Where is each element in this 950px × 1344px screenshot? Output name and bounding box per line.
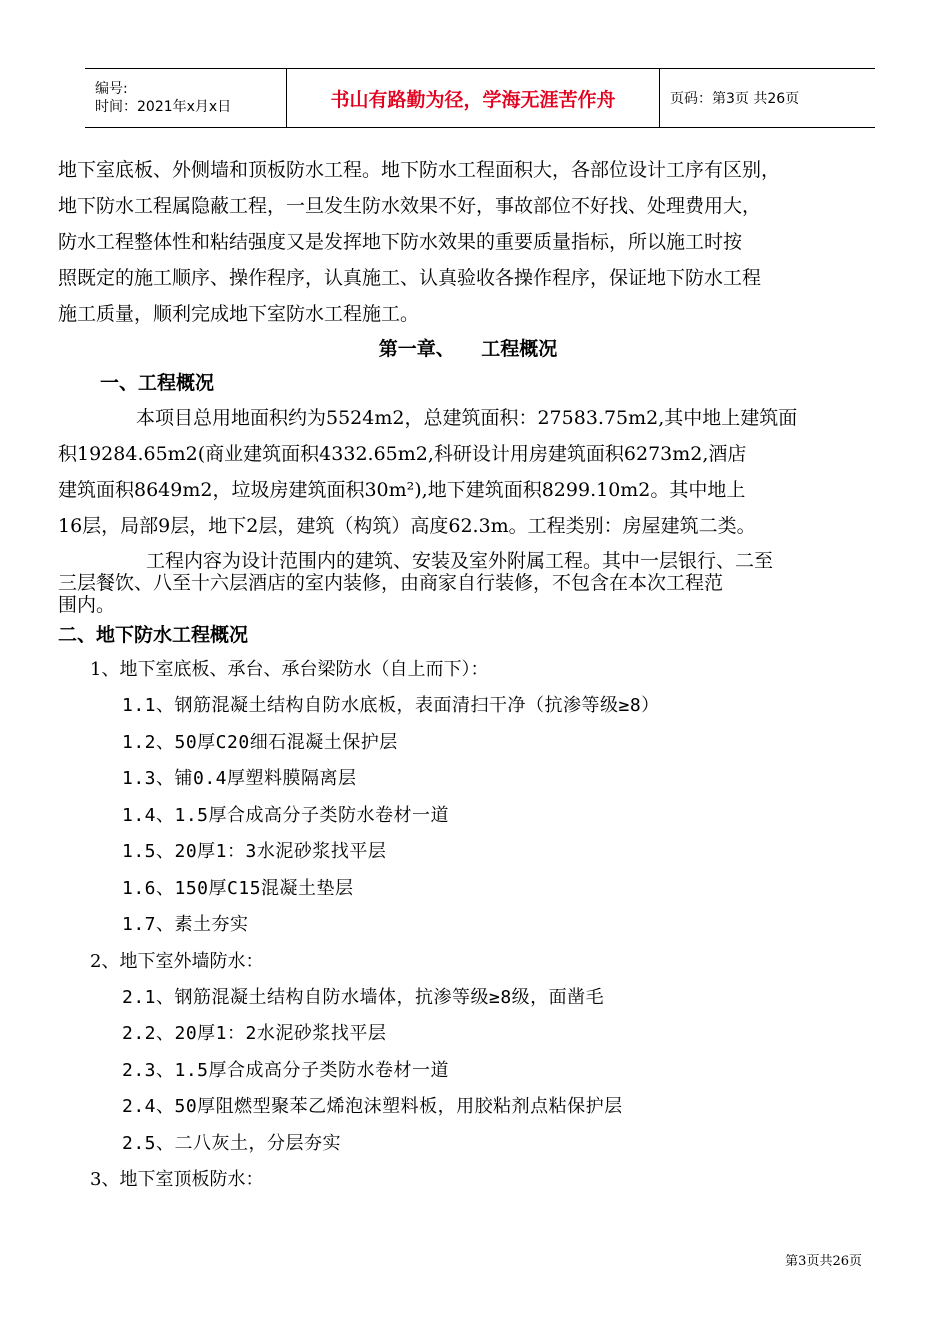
list-item: 1.1、钢筋混凝土结构自防水底板，表面清扫干净（抗渗等级≥8） [122, 695, 660, 716]
intro-paragraph [58, 152, 878, 332]
page-footer: 第3页共26页 [785, 1254, 862, 1269]
list-item: 2.5、二八灰土，分层夯实 [122, 1132, 342, 1154]
intro-line: 地下防水工程属隐蔽工程，一旦发生防水效果不好，事故部位不好找、处理费用大， [58, 195, 762, 217]
list-item: 2.1、钢筋混凝土结构自防水墙体，抗渗等级≥8级，面凿毛 [122, 986, 605, 1008]
scope-line: 三层餐饮、八至十六层酒店的室内装修，由商家自行装修，不包含在本次工程范 [58, 572, 724, 594]
group-title: 2、地下室外墙防水： [90, 950, 264, 972]
overview-line: 16层，局部9层，地下2层，建筑（构筑）高度62.3m。工程类别：房屋建筑二类。 [58, 515, 756, 537]
motto-text: 书山有路勤为径，学海无涯苦作舟 [330, 88, 616, 111]
intro-line: 地下室底板、外侧墙和顶板防水工程。地下防水工程面积大，各部位设计工序有区别， [58, 159, 781, 181]
scope-line: 工程内容为设计范围内的建筑、安装及室外附属工程。其中一层银行、二至 [146, 550, 774, 572]
list-item: 1.6、150厚C15混凝土垫层 [122, 877, 354, 899]
group-title: 1、地下室底板、承台、承台梁防水（自上而下）： [90, 659, 489, 680]
overview-line: 积19284.65m2(商业建筑面积4332.65m2,科研设计用房建筑面积6273m2,酒店 [58, 443, 747, 465]
list-item: 2.4、50厚阻燃型聚苯乙烯泡沫塑料板，用胶粘剂点粘保护层 [122, 1096, 623, 1117]
list-item: 2.2、20厚1：2水泥砂浆找平层 [122, 1023, 387, 1044]
section-title: 二、地下防水工程概况 [58, 624, 249, 646]
scope-line: 围内。 [58, 594, 116, 616]
list-item: 2.3、1.5厚合成高分子类防水卷材一道 [122, 1059, 450, 1081]
doc-code-label: 编号: [95, 81, 128, 97]
list-item: 1.5、20厚1：3水泥砂浆找平层 [122, 841, 387, 862]
group-2 [58, 944, 878, 1163]
scope-paragraph [58, 550, 878, 616]
overview-paragraph [58, 400, 878, 544]
group-title: 3、地下室顶板防水： [90, 1169, 264, 1190]
header-page-info [660, 69, 875, 127]
page-info-text: 页码：第3页 共26页 [670, 91, 800, 107]
intro-line: 防水工程整体性和粘结强度又是发挥地下防水效果的重要质量指标，所以施工时按 [58, 231, 743, 253]
header-motto [287, 69, 660, 127]
header-table [85, 68, 875, 128]
list-item: 1.3、铺0.4厚塑料膜隔离层 [122, 768, 357, 789]
list-item: 1.2、50厚C20细石混凝土保护层 [122, 731, 398, 753]
header-meta [85, 69, 287, 127]
chapter-title: 第一章、 工程概况 [378, 338, 558, 360]
section-title: 一、工程概况 [100, 372, 215, 394]
document-body [58, 152, 878, 1198]
intro-line: 施工质量，顺利完成地下室防水工程施工。 [58, 303, 420, 325]
group-1 [58, 652, 878, 944]
intro-line: 照既定的施工顺序、操作程序，认真施工、认真验收各操作程序，保证地下防水工程 [58, 267, 762, 289]
overview-line: 建筑面积8649m2，垃圾房建筑面积30m²),地下建筑面积8299.10m2。其中地上 [58, 479, 746, 501]
list-item: 1.4、1.5厚合成高分子类防水卷材一道 [122, 804, 450, 826]
list-item: 1.7、素土夯实 [122, 914, 249, 935]
overview-line: 本项目总用地面积约为5524m2，总建筑面积：27583.75m2,其中地上建筑面 [136, 407, 798, 429]
doc-date: 时间：2021年x月x日 [95, 99, 232, 115]
group-3 [58, 1162, 878, 1198]
